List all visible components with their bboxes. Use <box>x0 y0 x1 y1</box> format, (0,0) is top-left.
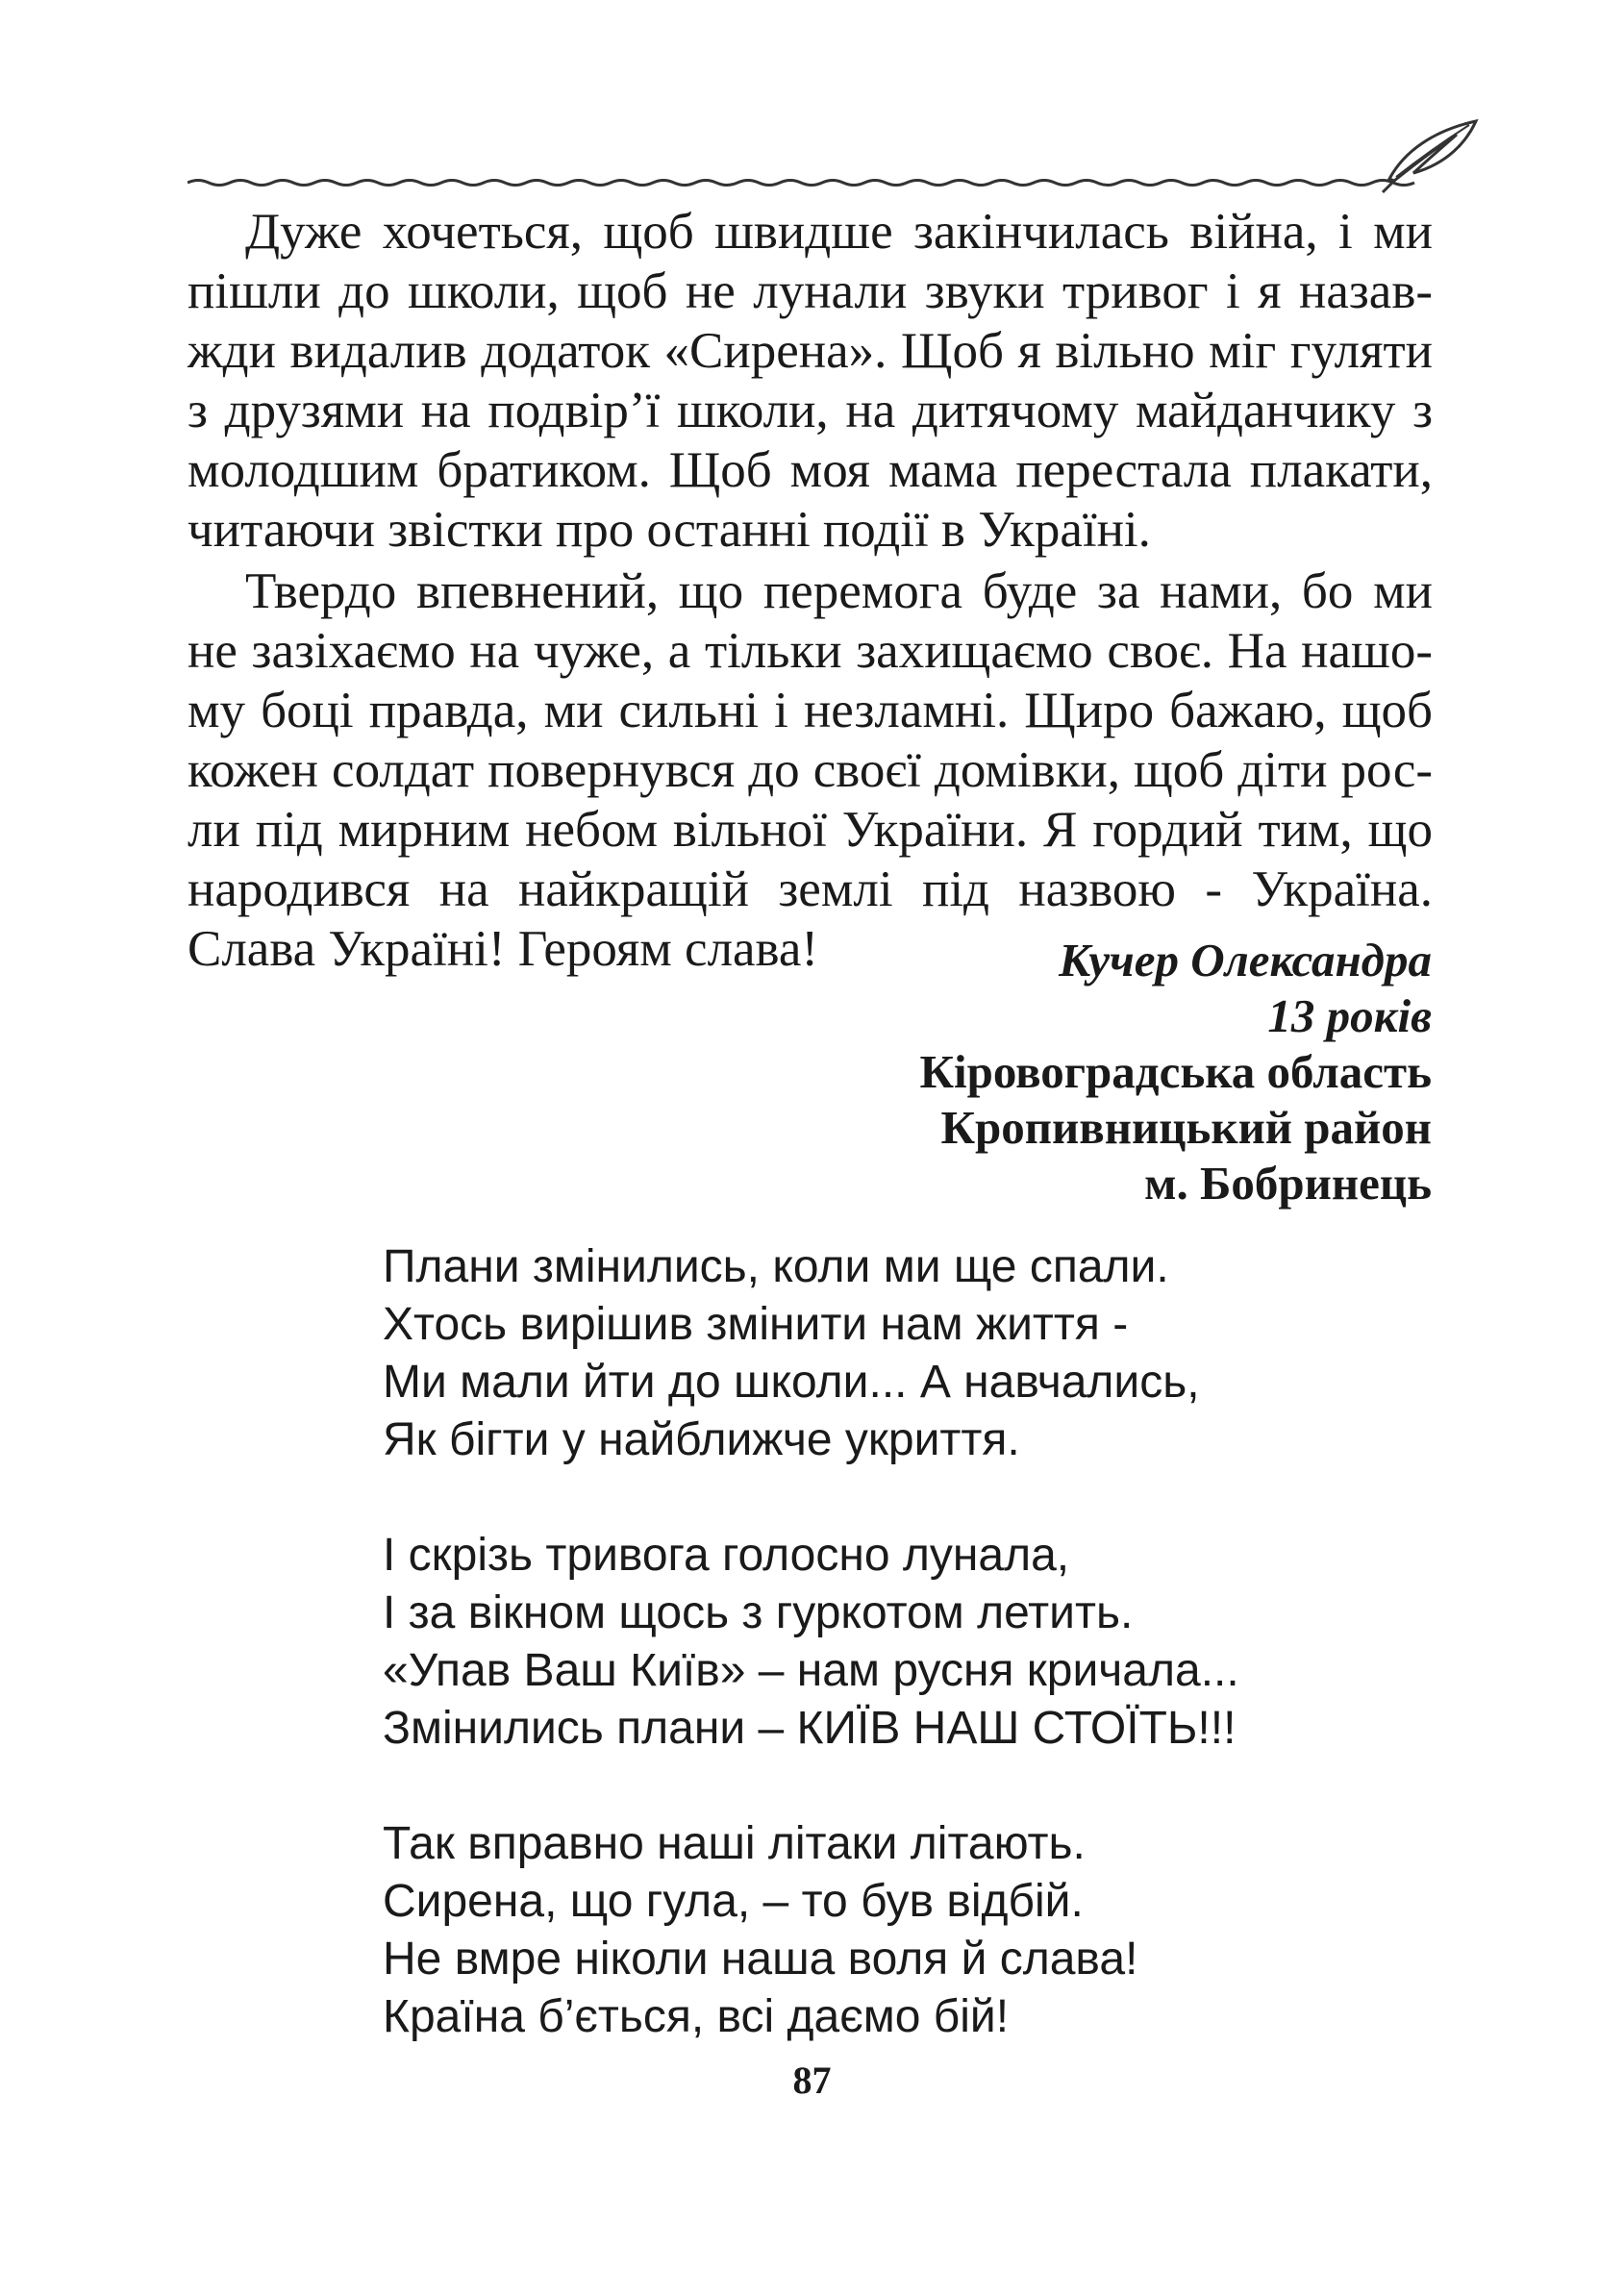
author-name: Кучер Олександра <box>1059 934 1432 986</box>
poem-line: Сирена, що гула, – то був відбій. <box>383 1876 1084 1927</box>
author-age: 13 років <box>1267 989 1432 1042</box>
page-number: 87 <box>792 2059 832 2102</box>
poem-line: Ми мали йти до школи... А навчались, <box>383 1357 1200 1408</box>
prose-paragraph: Дуже хочеться, щоб швидше закінчилась війна, і ми пішли до школи, щоб не лунали звуки тривог і я назавжди видалив додаток «Сирена». Щоб я вільно міг гуляти з друзями на подвір’ї школи, на дитячому майданчику з молодшим братиком. Щоб моя мама перестала плакати, читаючи звістки про останні події в Україні. <box>187 204 1433 558</box>
author-region: Кіровоградська область <box>919 1045 1432 1098</box>
poem-line: Як бігти у найближче укриття. <box>383 1414 1020 1465</box>
poem-line: Так вправно наші літаки літають. <box>383 1818 1086 1869</box>
wavy-divider-with-quill-icon <box>187 113 1495 200</box>
poem-line: Хтось вирішив змінити нам життя - <box>383 1299 1129 1350</box>
poem-line: І скрізь тривога голосно лунала, <box>383 1530 1070 1581</box>
quill-feather-icon <box>1383 121 1476 192</box>
author-district: Кропивницький район <box>940 1101 1432 1154</box>
poem-stanza <box>383 1238 1344 1469</box>
poem-stanza <box>383 1527 1344 1758</box>
author-signature <box>566 933 1432 1211</box>
poem-line: Не вмре ніколи наша воля й слава! <box>383 1934 1138 1985</box>
poem-stanza <box>383 1815 1344 2046</box>
wavy-line <box>187 181 1414 186</box>
poem <box>383 1238 1344 2104</box>
poem-line: Країна б’ється, всі даємо бій! <box>383 1991 1010 2042</box>
poem-line: Змінились плани – КИЇВ НАШ СТОЇТЬ!!! <box>383 1703 1237 1754</box>
author-town: м. Бобринець <box>1144 1157 1432 1210</box>
poem-line: «Упав Ваш Київ» – нам русня кричала... <box>383 1645 1239 1696</box>
prose-paragraph: Твердо впевнений, що перемога буде за нами, бо ми не зазіхаємо на чуже, а тільки захищаємо своє. На нашому боці правда, ми сильні і незламні. Щиро бажаю, щоб кожен солдат повернувся до своєї домівки, щоб діти росли під мирним небом вільної України. Я гордий тим, що народився на найкращій землі під назвою - Україна. Слава Україні! Героям слава! <box>187 563 1433 977</box>
poem-line: І за вікном щось з гуркотом летить. <box>383 1587 1134 1638</box>
poem-line: Плани змінились, коли ми ще спали. <box>383 1241 1169 1292</box>
prose-block <box>187 202 1433 979</box>
